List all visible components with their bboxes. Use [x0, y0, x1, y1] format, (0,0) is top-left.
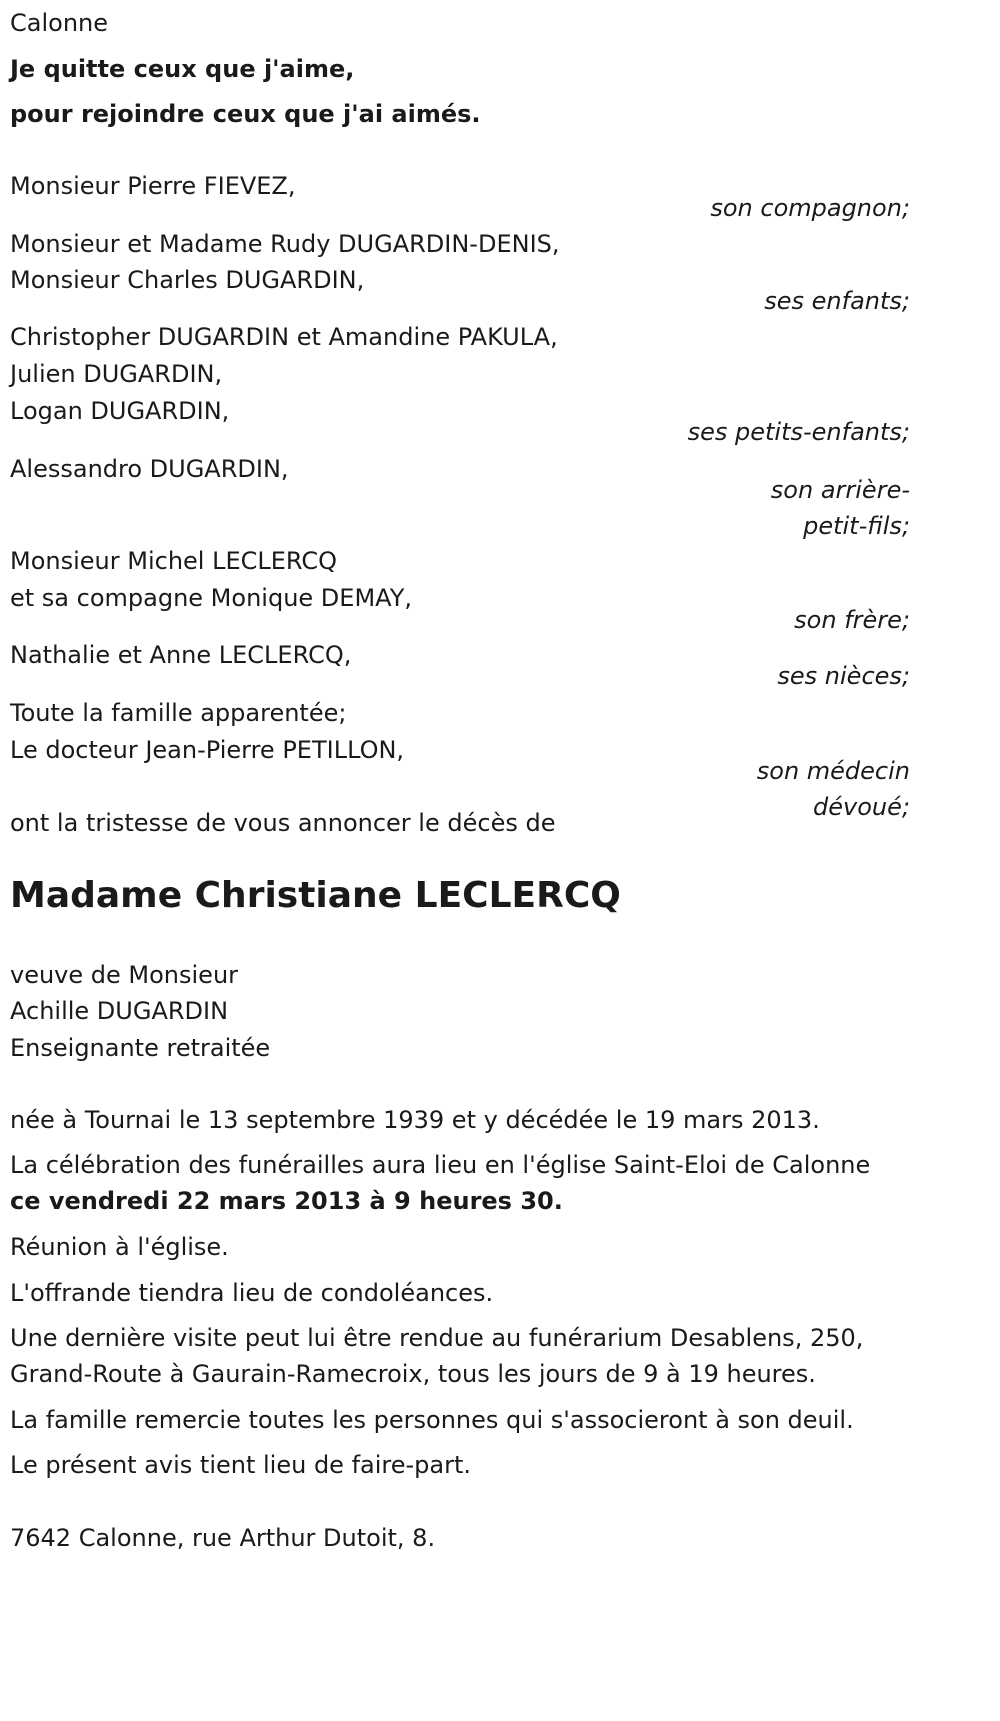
funeral-line-1: La célébration des funérailles aura lieu en l'église Saint-Eloi de Calonne: [10, 1151, 871, 1179]
role-doctor-line-1: son médecin: [756, 757, 910, 785]
family-member-michel: Monsieur Michel LECLERCQ: [10, 547, 338, 575]
address-text: 7642 Calonne, rue Arthur Dutoit, 8.: [10, 1524, 436, 1552]
family-member-alessandro: Alessandro DUGARDIN,: [10, 455, 289, 483]
visit-line-1: Une dernière visite peut lui être rendue au funérarium Desablens, 250,: [10, 1324, 864, 1352]
family-member-pierre: Monsieur Pierre FIEVEZ,: [10, 172, 296, 200]
role-greatgrandson-line-1: son arrière-: [770, 476, 910, 504]
widow-line-1: veuve de Monsieur: [10, 961, 239, 989]
role-doctor-line-2: dévoué;: [813, 793, 910, 821]
profession: Enseignante retraitée: [10, 1034, 271, 1062]
family-member-rudy: Monsieur et Madame Rudy DUGARDIN-DENIS,: [10, 230, 560, 258]
family-member-doctor: Le docteur Jean-Pierre PETILLON,: [10, 736, 405, 764]
role-greatgrandson-line-2: petit-fils;: [803, 512, 910, 540]
thanks-text: La famille remercie toutes les personnes qui s'associeront à son deuil.: [10, 1406, 854, 1434]
family-all: Toute la famille apparentée;: [10, 699, 347, 727]
notice-text: Le présent avis tient lieu de faire-part.: [10, 1451, 472, 1479]
role-children: ses enfants;: [764, 287, 910, 315]
birth-death-text: née à Tournai le 13 septembre 1939 et y décédée le 19 mars 2013.: [10, 1106, 820, 1134]
meeting-text: Réunion à l'église.: [10, 1233, 229, 1261]
role-grandchildren: ses petits-enfants;: [687, 418, 910, 446]
family-member-julien: Julien DUGARDIN,: [10, 360, 223, 388]
role-brother: son frère;: [794, 606, 910, 634]
role-companion: son compagnon;: [710, 194, 910, 222]
deceased-name: Madame Christiane LECLERCQ: [10, 875, 621, 916]
family-member-logan: Logan DUGARDIN,: [10, 397, 230, 425]
offering-text: L'offrande tiendra lieu de condoléances.: [10, 1279, 494, 1307]
visit-line-2: Grand-Route à Gaurain-Ramecroix, tous les jours de 9 à 19 heures.: [10, 1360, 816, 1388]
family-member-nieces: Nathalie et Anne LECLERCQ,: [10, 641, 352, 669]
family-member-christopher: Christopher DUGARDIN et Amandine PAKULA,: [10, 323, 558, 351]
family-member-charles: Monsieur Charles DUGARDIN,: [10, 266, 365, 294]
family-member-michel-partner: et sa compagne Monique DEMAY,: [10, 584, 412, 612]
quote-line-1: Je quitte ceux que j'aime,: [10, 55, 355, 83]
quote-line-2: pour rejoindre ceux que j'ai aimés.: [10, 100, 481, 128]
funeral-line-2: ce vendredi 22 mars 2013 à 9 heures 30.: [10, 1187, 563, 1215]
role-nieces: ses nièces;: [777, 662, 910, 690]
announcement-text: ont la tristesse de vous annoncer le décès de: [10, 809, 556, 837]
widow-line-2: Achille DUGARDIN: [10, 997, 229, 1025]
place-heading: Calonne: [10, 9, 109, 37]
